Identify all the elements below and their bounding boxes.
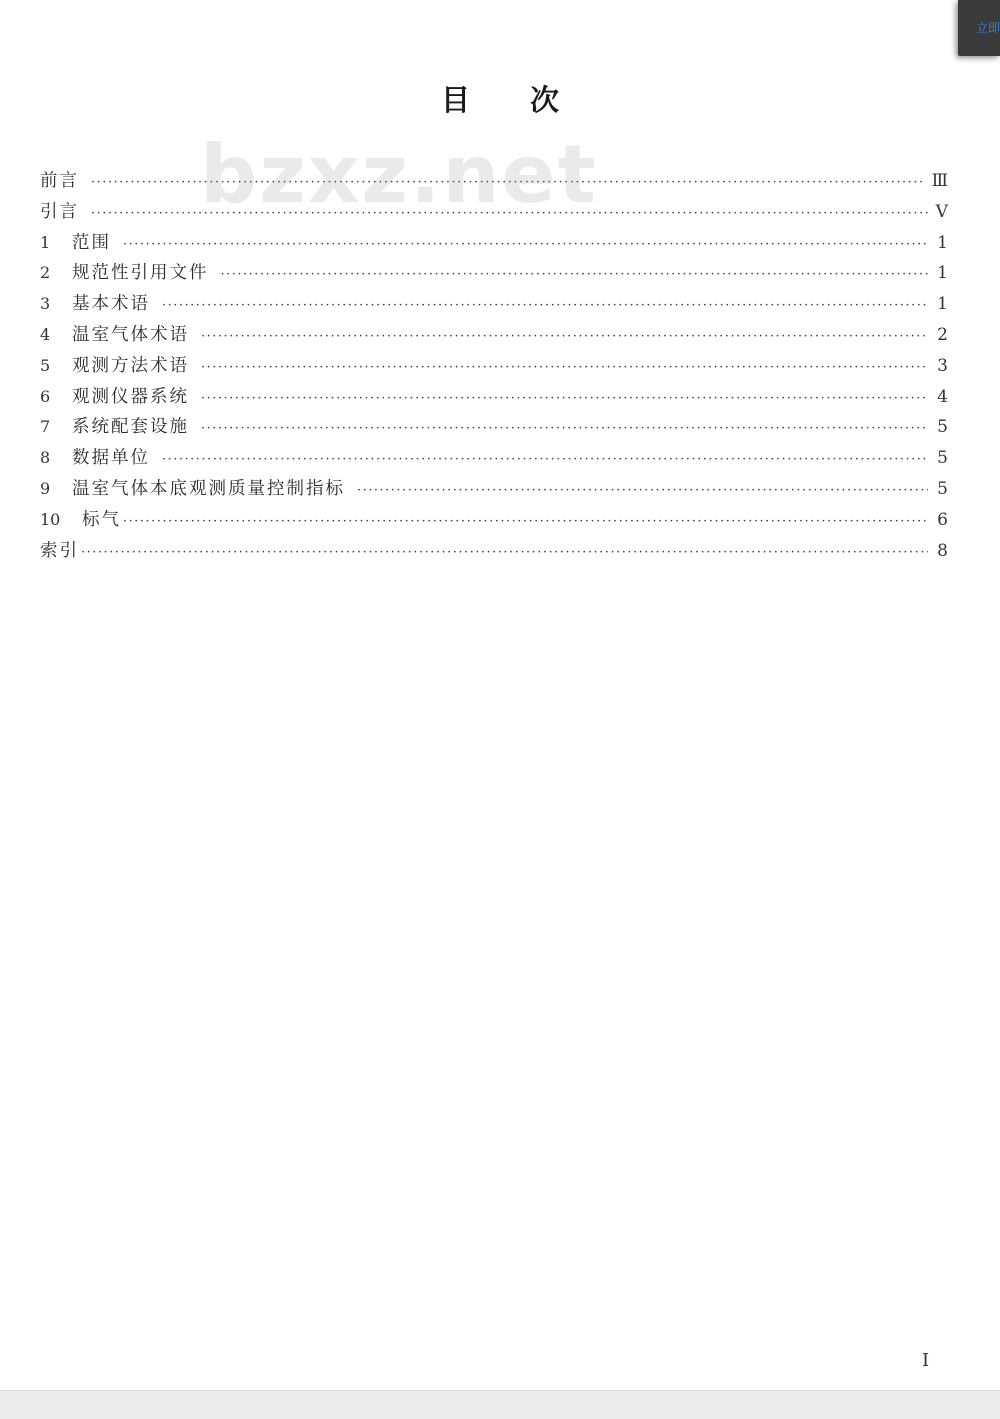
toc-entry-number: 4 [40, 324, 51, 344]
toc-entry-number: 7 [40, 417, 51, 437]
toc-entry-page: 1 [937, 294, 948, 315]
toc-entry-page: 8 [937, 540, 948, 561]
toc-leader-dots [201, 414, 928, 445]
toc-entry-label: 温室气体本底观测质量控制指标 [72, 478, 345, 499]
toc-entry-label: 规范性引用文件 [72, 263, 209, 284]
toc-entry-number: 9 [40, 478, 51, 498]
toc-entry-page: 1 [937, 263, 948, 284]
toc-entry-number: 5 [40, 355, 51, 375]
toc-entry-number: 1 [40, 232, 51, 252]
toc-entry-number: 6 [40, 386, 51, 406]
toc-entry-page: Ⅴ [935, 201, 948, 222]
page-number: I [922, 1350, 930, 1371]
toc-entry-label: 观测仪器系统 [72, 386, 189, 407]
toc-leader-dots [221, 260, 929, 291]
toc-entry-6[interactable] [40, 382, 948, 413]
toc-entry-1[interactable] [40, 228, 948, 259]
toc-leader-dots [201, 322, 928, 353]
toc-entry-number: 2 [40, 263, 51, 283]
toc-leader-dots [162, 445, 928, 476]
toc-entry-4[interactable] [40, 320, 948, 351]
toc-entry-index[interactable] [40, 536, 948, 567]
toc-entry-9[interactable] [40, 474, 948, 505]
toc-entry-label: 引言 [40, 201, 79, 222]
floating-action-button[interactable] [958, 0, 1000, 56]
toc-leader-dots [201, 384, 928, 415]
page-title: 目次 [440, 83, 619, 117]
toc-entry-7[interactable] [40, 412, 948, 443]
toc-entry-label: 数据单位 [72, 448, 150, 469]
toc-entry-3[interactable] [40, 289, 948, 320]
toc-entry-page: 2 [937, 324, 948, 345]
toc-entry-page: 5 [937, 448, 948, 469]
toc-leader-dots [91, 199, 928, 230]
toc-leader-dots [201, 353, 928, 384]
toc-entry-label: 范围 [72, 232, 111, 253]
toc-entry-page: 4 [937, 386, 948, 407]
toc-leader-dots [123, 230, 928, 261]
toc-leader-dots [162, 291, 928, 322]
toc-leader-dots [81, 538, 928, 569]
viewer-bottom-strip [0, 1390, 1000, 1419]
toc-leader-dots [91, 168, 926, 199]
toc-entry-label: 观测方法术语 [72, 355, 189, 376]
toc-entry-page: Ⅲ [931, 171, 948, 191]
toc-entry-label: 前言 [40, 171, 79, 191]
toc-entry-label: 索引 [40, 540, 79, 561]
watermark: bzxz.net [200, 128, 598, 221]
toc-entry-page: 6 [937, 509, 948, 530]
toc-entry-label: 标气 [82, 509, 121, 530]
toc-leader-dots [357, 476, 928, 507]
floating-button-label: 立即 [976, 21, 1000, 35]
toc-entry-page: 5 [937, 478, 948, 499]
toc-entry-label: 温室气体术语 [72, 324, 189, 345]
toc-entry-number: 8 [40, 448, 51, 468]
toc-entry-10[interactable] [40, 505, 948, 536]
toc-entry-introduction[interactable] [40, 197, 948, 228]
toc-entry-page: 5 [937, 417, 948, 438]
toc-entry-page: 1 [937, 232, 948, 253]
toc-entry-number: 3 [40, 294, 51, 314]
toc-entry-label: 系统配套设施 [72, 417, 189, 438]
toc-entry-number: 10 [40, 509, 61, 529]
toc-entry-label: 基本术语 [72, 294, 150, 315]
toc-entry-8[interactable] [40, 443, 948, 474]
table-of-contents [40, 166, 948, 566]
toc-entry-2[interactable] [40, 258, 948, 289]
toc-entry-page: 3 [937, 355, 948, 376]
toc-entry-foreword[interactable] [40, 166, 948, 197]
toc-leader-dots [123, 507, 928, 538]
toc-entry-5[interactable] [40, 351, 948, 382]
